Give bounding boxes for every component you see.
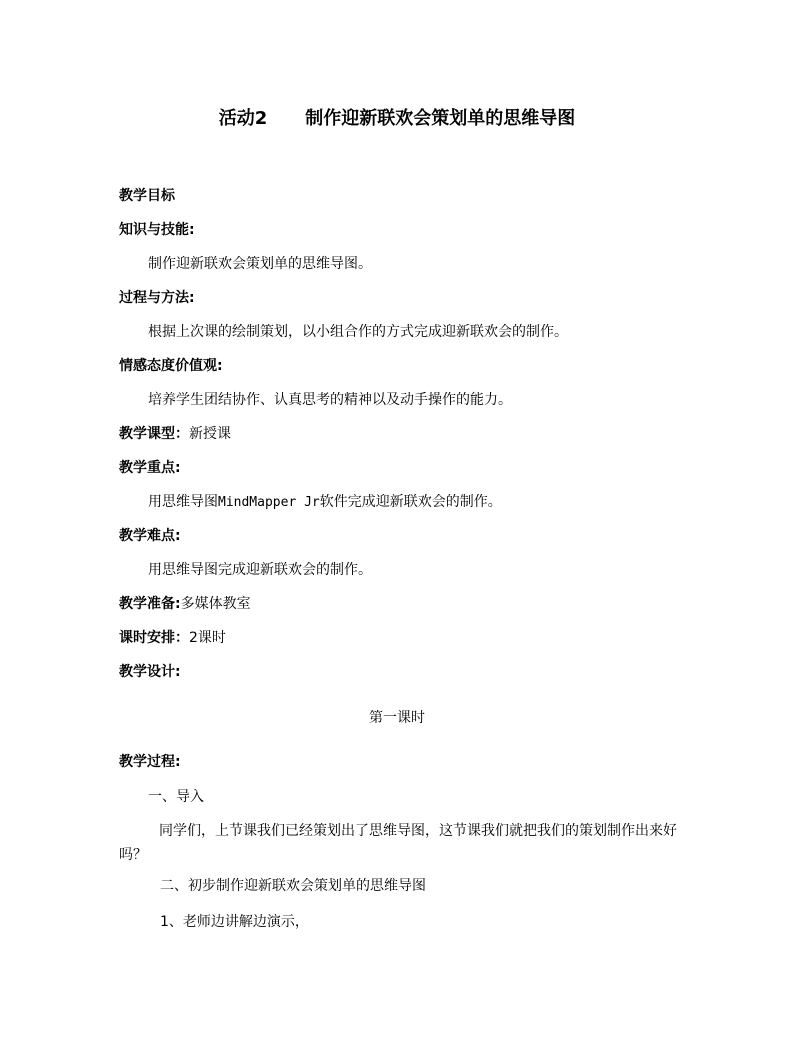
schedule: [119, 628, 226, 648]
heading-design: 教学设计:: [119, 664, 181, 680]
heading-lesson-type: 教学课型：: [119, 426, 189, 442]
lesson-type: [119, 424, 231, 444]
lesson-one-heading: 第一课时: [369, 710, 425, 726]
text-emotion: 培养学生团结协作、认真思考的精神以及动手操作的能力。: [148, 392, 512, 408]
text-lesson-type: 新授课: [189, 426, 231, 442]
title-topic: 制作迎新联欢会策划单的思维导图: [305, 108, 576, 129]
heading-knowledge: 知识与技能:: [119, 222, 195, 238]
heading-process: 过程与方法:: [119, 290, 195, 306]
paragraph-intro: 同学们，上节课我们已经策划出了思维导图，这节课我们就把我们的策划制作出来好吗？: [119, 823, 677, 863]
page-title: [0, 106, 794, 132]
text-key-points: [148, 492, 502, 513]
section-intro: 一、导入: [148, 789, 204, 805]
text-difficult-points: 用思维导图完成迎新联欢会的制作。: [148, 562, 372, 578]
text-key-software: MindMapper Jr: [218, 495, 320, 510]
text-process: 根据上次课的绘制策划，以小组合作的方式完成迎新联欢会的制作。: [148, 324, 568, 340]
text-schedule: 2课时: [189, 630, 226, 646]
heading-prep: 教学准备:: [119, 596, 181, 612]
heading-procedure: 教学过程:: [119, 754, 181, 770]
section-initial-making: 二、初步制作迎新联欢会策划单的思维导图: [160, 878, 426, 894]
heading-emotion: 情感态度价值观:: [119, 358, 223, 374]
heading-key-points: 教学重点:: [119, 460, 181, 476]
heading-objectives: 教学目标: [119, 188, 175, 204]
heading-difficult-points: 教学难点:: [119, 528, 181, 544]
step-one: 1、老师边讲解边演示，: [160, 914, 309, 930]
teaching-prep: [119, 594, 251, 614]
text-key-part-a: 用思维导图: [148, 494, 218, 510]
text-knowledge: 制作迎新联欢会策划单的思维导图。: [148, 256, 372, 272]
title-activity: 活动2: [218, 108, 268, 129]
text-prep: 多媒体教室: [180, 596, 251, 612]
text-key-part-b: 软件完成迎新联欢会的制作。: [319, 494, 502, 510]
heading-schedule: 课时安排：: [119, 630, 189, 646]
